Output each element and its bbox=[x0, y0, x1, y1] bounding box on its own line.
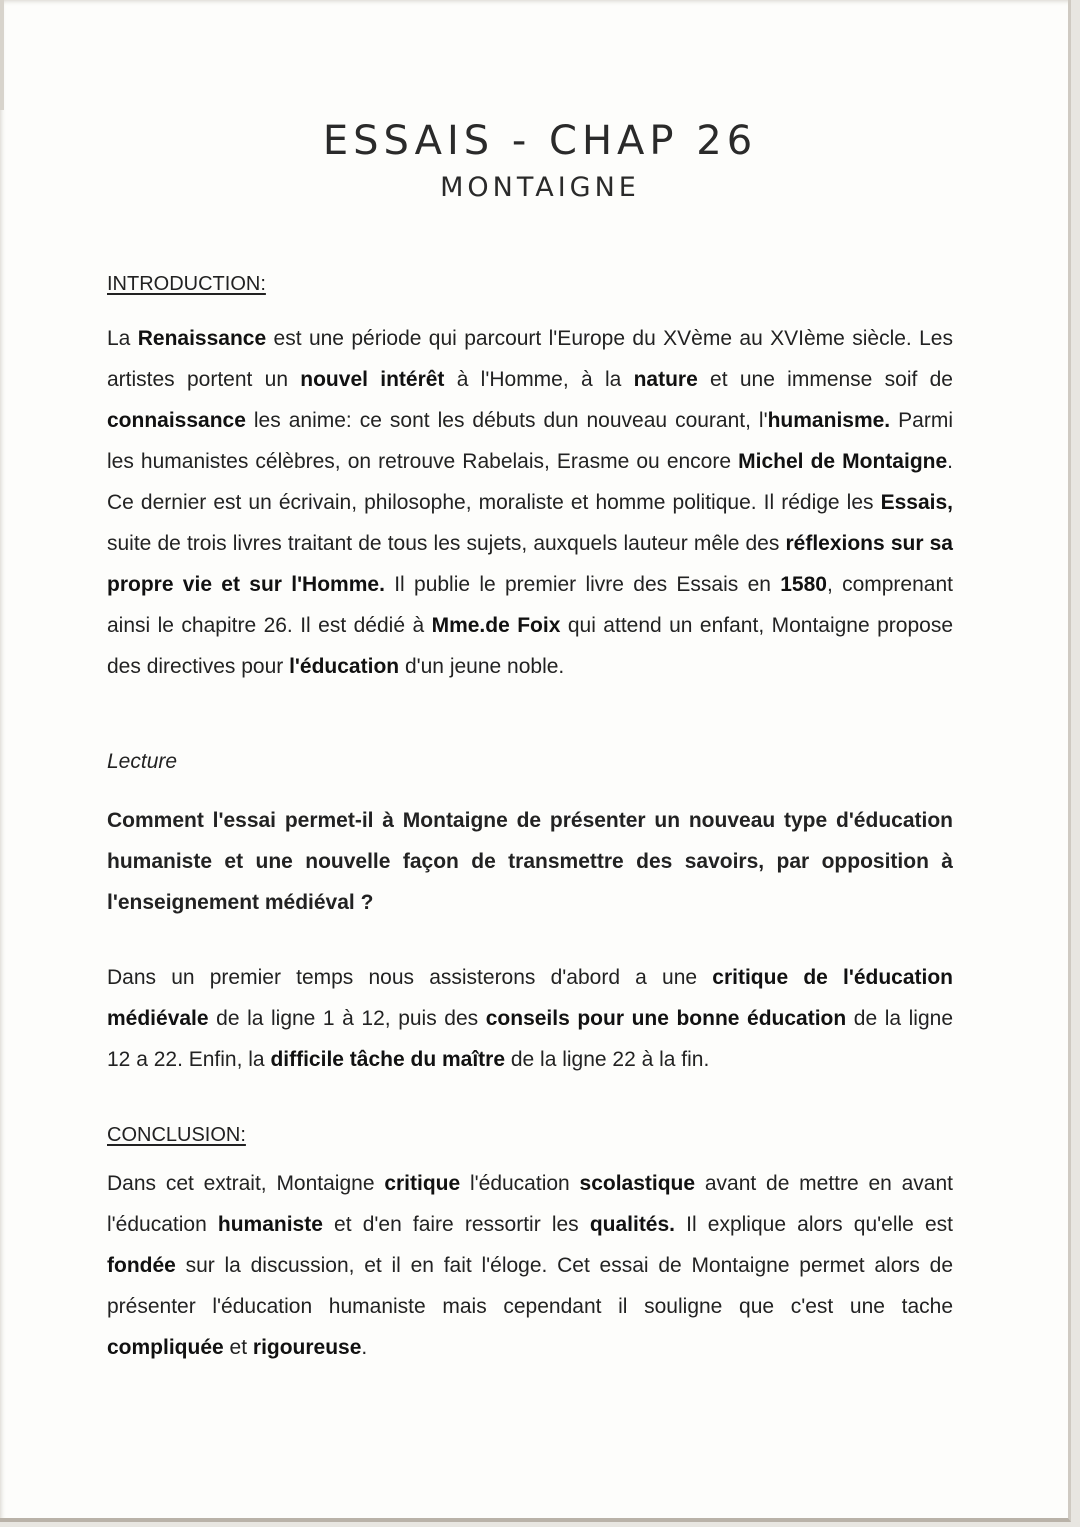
lecture-label: Lecture bbox=[107, 750, 178, 773]
page-edge-mark bbox=[0, 0, 4, 110]
introduction-heading: INTRODUCTION: bbox=[107, 273, 266, 295]
introduction-paragraph: La Renaissance est une période qui parcourt l'Europe du XVème au XVIème siècle. Les artistes portent un nouvel intérêt à l'Homme, à la nature et une immense soif de connaissance les anime: ce sont les débuts dun nouveau courant, l'humanisme. Parmi les humanistes célèbres, on retrouve Rabelais, Erasme ou encore Michel de Montaigne. Ce dernier est un écrivain, philosophe, moraliste et homme politique. Il rédige les Essais, suite de trois livres traitant de tous les sujets, auxquels lauteur mêle des réflexions sur sa propre vie et sur l'Homme. Il publie le premier livre des Essais en 1580, comprenant ainsi le chapitre 26. Il est dédié à Mme.de Foix qui attend un enfant, Montaigne propose des directives pour l'éducation d'un jeune noble. bbox=[107, 327, 953, 678]
document-title: ESSAIS - CHAP 26 bbox=[322, 118, 758, 164]
plan-paragraph: Dans un premier temps nous assisterons d'abord a une critique de l'éducation médiévale de la ligne 1 à 12, puis des conseils pour une bonne éducation de la ligne 12 a 22. Enfin, la difficile tâche du maître de la ligne 22 à la fin. bbox=[107, 966, 954, 1071]
document-subtitle: MONTAIGNE bbox=[440, 172, 640, 203]
problematic-question: Comment l'essai permet-il à Montaigne de présenter un nouveau type d'éducation humaniste et une nouvelle façon de transmettre des savoirs, par opposition à l'enseignement médiéval ? bbox=[107, 809, 953, 914]
conclusion-paragraph: Dans cet extrait, Montaigne critique l'éducation scolastique avant de mettre en avant l'éducation humaniste et d'en faire ressortir les qualités. Il explique alors qu'elle est fondée sur la discussion, et il en fait l'éloge. Cet essai de Montaigne permet alors de présenter l'éducation humaniste mais cependant il souligne que c'est une tache compliquée et rigoureuse. bbox=[107, 1172, 954, 1359]
conclusion-heading: CONCLUSION: bbox=[107, 1124, 246, 1146]
